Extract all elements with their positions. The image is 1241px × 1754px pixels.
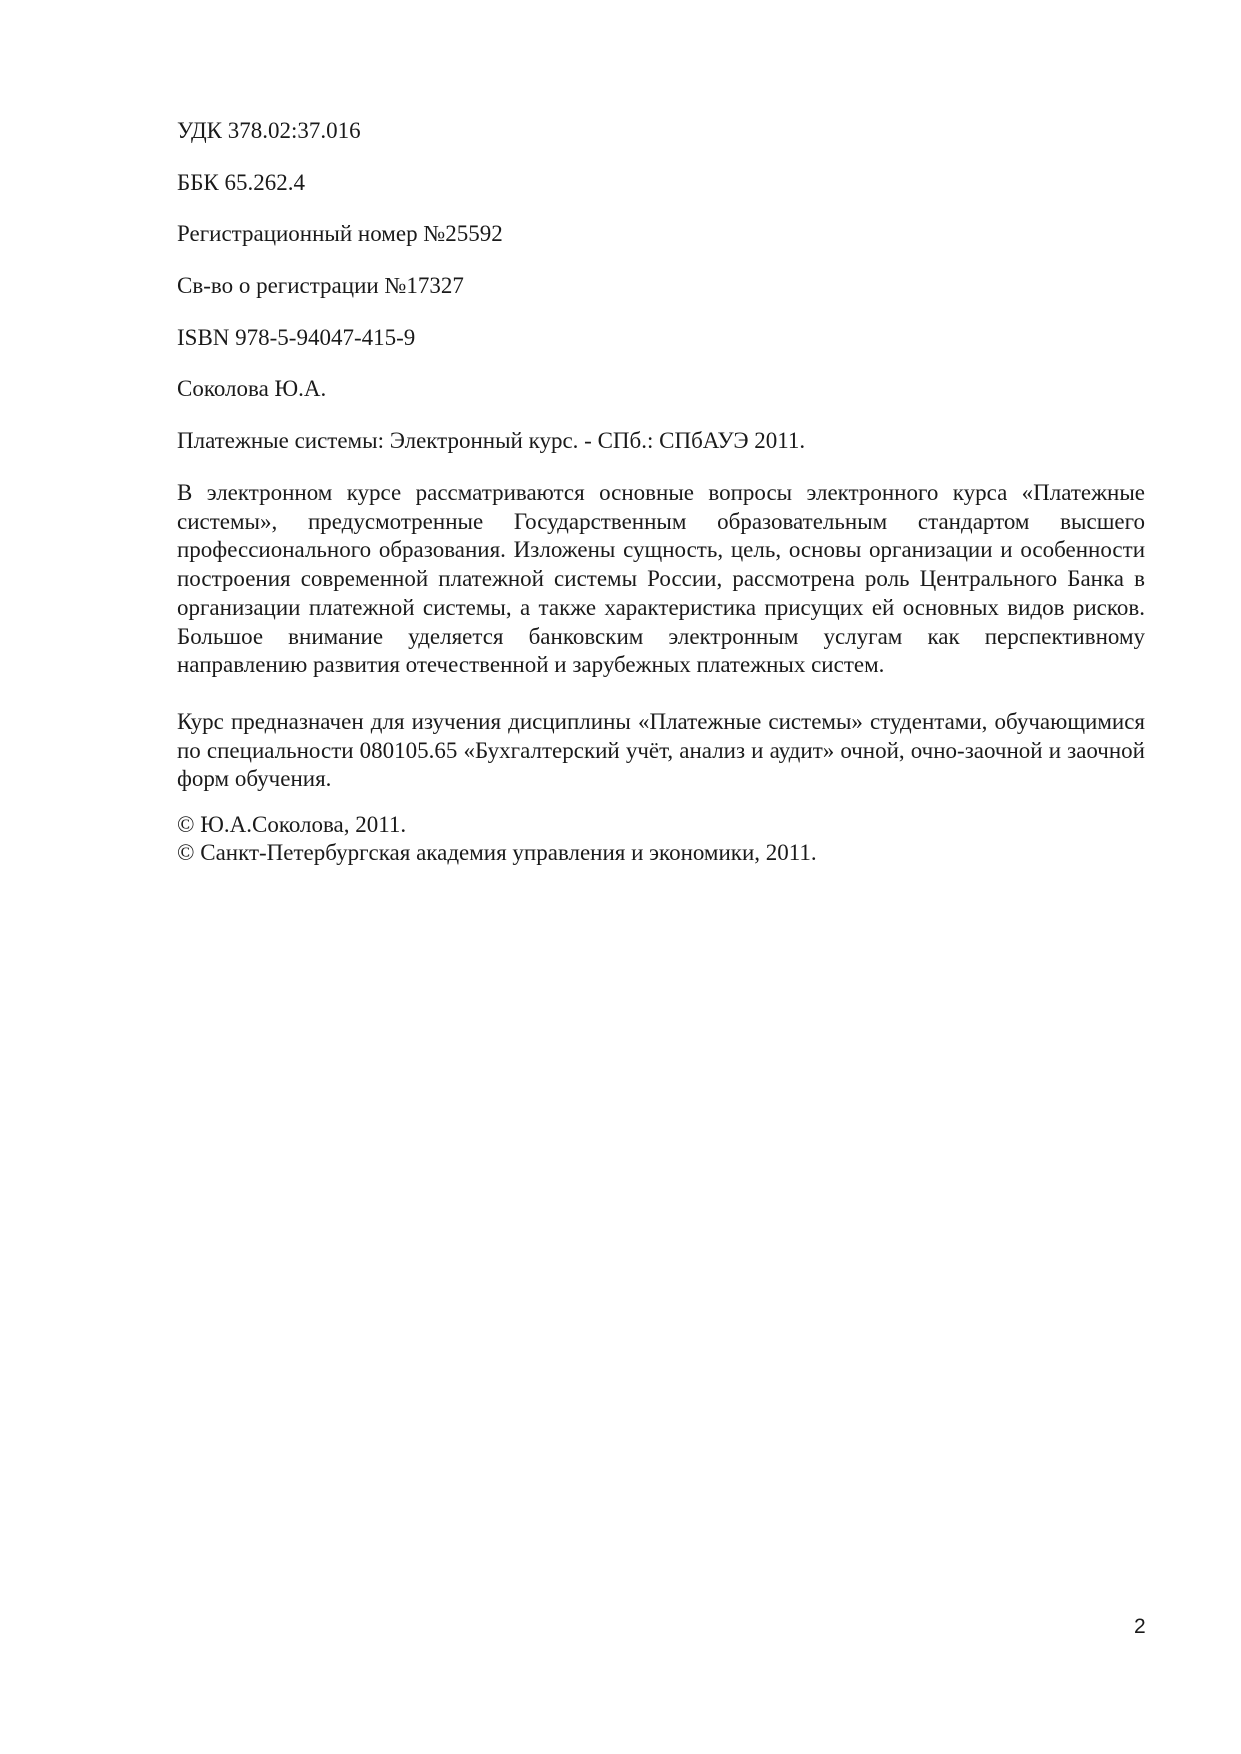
isbn-line: ISBN 978-5-94047-415-9	[177, 325, 416, 350]
udk-line: УДК 378.02:37.016	[177, 118, 361, 143]
purpose-paragraph: Курс предназначен для изучения дисциплины «Платежные системы» студентами, обучающимися по специальности 080105.65 «Бухгалтерский учёт, анализ и аудит» очной, очно-заочной и заочной форм обучения.	[177, 709, 1145, 792]
registration-number-line: Регистрационный номер №25592	[177, 221, 503, 246]
registration-certificate-line: Св-во о регистрации №17327	[177, 273, 464, 298]
copyright-academy: © Санкт-Петербургская академия управления и экономики, 2011.	[177, 840, 817, 865]
bbk-line: ББК 65.262.4	[177, 170, 306, 195]
copyright-author: © Ю.А.Соколова, 2011.	[177, 812, 407, 837]
page-number: 2	[1134, 1615, 1146, 1638]
abstract-paragraph: В электронном курсе рассматриваются основные вопросы электронного курса «Платежные системы», предусмотренные Государственным образовательным стандартом высшего профессионального образования. Изложены сущность, цель, основы организации и особенности построения современной платежной системы России, рассмотрена роль Центрального Банка в организации платежной системы, а также характеристика присущих ей основных видов рисков. Большое внимание уделяется банковским электронным услугам как перспективному направлению развития отечественной и зарубежных платежных систем.	[177, 480, 1145, 678]
author-line: Соколова Ю.А.	[177, 376, 327, 401]
citation-line: Платежные системы: Электронный курс. - СПб.: СПбАУЭ 2011.	[177, 428, 806, 453]
document-page	[177, 0, 1145, 1754]
